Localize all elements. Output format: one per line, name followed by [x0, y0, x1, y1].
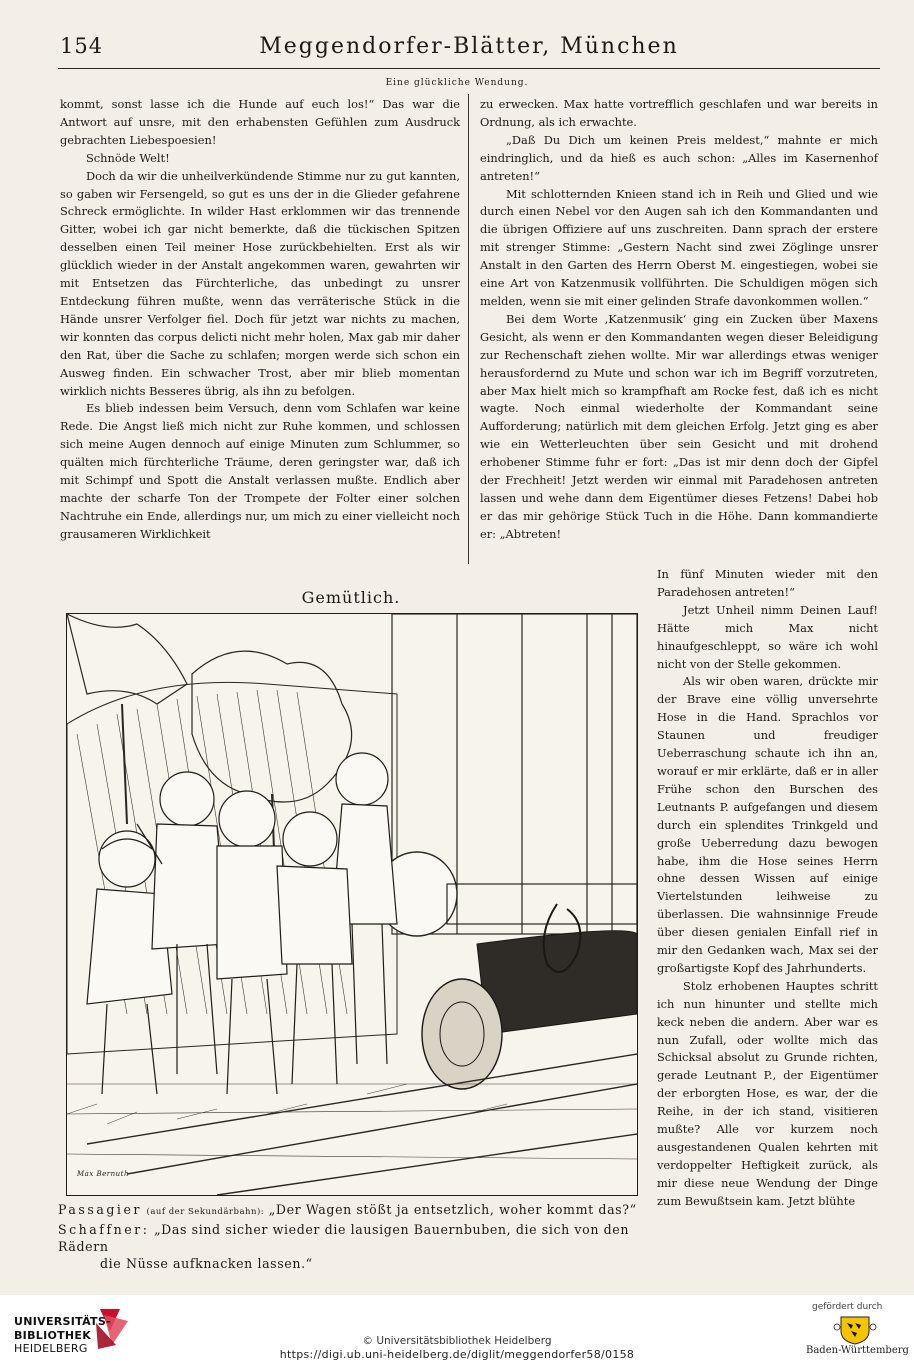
page-header	[58, 28, 880, 69]
library-name-line1: UNIVERSITÄTS-	[14, 1315, 111, 1328]
paragraph: Als wir oben waren, drückte mir der Brave eine völlig unversehrte Hose in die Hand. Sprachlos vor Staunen und freudiger Ueberraschung schaute ich ihn an, worauf er mir erklärte, daß er in aller Frühe schon den Burschen des Leutnants P. aufgefangen und diesem durch ein splendites Trinkgeld und große Ueberredung dazu bewogen habe, ihm die Hose seines Herrn ohne dessen Wissen auf einige Viertelstunden leihweise zu überlassen. Die wahnsinnige Freude über diesen genialen Einfall rief in mir den Gedanken wach, Max sei der großartigste Kopf des Jahrhunderts.	[657, 674, 878, 975]
cartoon-title: Gemütlich.	[301, 588, 401, 607]
story-title: Eine glückliche Wendung.	[385, 78, 529, 88]
speaker-passenger: Passagier	[58, 1202, 142, 1217]
speaker-passenger-note: (auf der Sekundärbahn):	[146, 1207, 265, 1217]
library-name-line3: HEIDELBERG	[14, 1342, 88, 1355]
paragraph: Doch da wir die unheilverkündende Stimme nur zu gut kannten, so gaben wir Fersengeld, so gut es uns der in die Glieder gefahrene Schreck ermöglichte. In wilder Hast erklommen wir das trennende Gitter, wobei ich gar nicht bemerkte, daß die tückischen Spitzen desselben einen Teil meiner Hose zurückbehielten. Erst als wir glücklich wieder in der Anstalt angekommen waren, gewahrten wir mit Entsetzen das Fürchterliche, das unbedingt zu unsrer Entdeckung führen mußte, wenn das verräterische Stück in die Hände unsrer Verfolger fiel. Doch für jetzt war nichts zu machen, wir konnten das corpus delicti nicht mehr holen, Max gab mir daher den Rat, über die Sache zu schlafen; morgen werde sich schon ein Ausweg finden. Ein schwacher Trost, aber mir blieb momentan wirklich nichts Besseres übrig, als ihn zu befolgen.	[60, 168, 460, 398]
sponsor-label: gefördert durch	[812, 1302, 883, 1312]
library-name-line2: BIBLIOTHEK	[14, 1328, 92, 1342]
paragraph: Bei dem Worte ‚Katzenmusik‘ ging ein Zucken über Maxens Gesicht, als wenn er den Kommandanten wegen dieser Beleidigung zur Rechenschaft ziehen wollte. Mir war allerdings etwas weniger herausfordernd zu Mute und schon war ich im Begriff vorzutreten, aber Max hielt mich so krampfhaft am Rocke fest, daß ich es nicht wagte. Noch einmal wiederholte der Kommandant seine Aufforderung; natürlich mit dem gleichen Erfolg. Jetzt ging es aber wie ein Wetterleuchten über sein Gesicht und mit drohend erhobener Stimme fuhr er fort: „Das ist mir denn doch der Gipfel der Frechheit! Jetzt werden wir einmal mit Paradehosen antreten lassen und wehe dann dem Eigentümer dieses Fetzens! Dabei hob er das mir gehörige Stück Tuch in die Höhe. Dann kommandierte er: „Abtreten!	[480, 311, 878, 541]
caption-line-passenger	[58, 1201, 646, 1221]
paragraph: kommt, sonst lasse ich die Hunde auf euch los!“ Das war die Antwort auf unsre, mit den erhabensten Gefühlen zum Ausdruck gebrachten Liebespoesien!	[60, 97, 460, 147]
footer-bar	[0, 1295, 914, 1362]
column-divider	[468, 94, 469, 564]
paragraph: Stolz erhobenen Hauptes schritt ich nun hinunter und stellte mich keck neben die andern. Aber war es nun Zufall, oder wollte mich das Schicksal absolut zu Grunde richten, gerade Leutnant P., der Eigentümer der erborgten Hose, es war, der die Reihe, in der ich stand, visitieren mußte? Alle vor kurzem noch ausgestandenen Qualen kehrten mit verdoppelter Heftigkeit zurück, als mir diese neue Wendung der Dinge zum Bewußtsein kam. Jetzt blühte	[657, 978, 878, 1208]
text-column-right	[480, 96, 878, 544]
caption-line-conductor	[58, 1221, 646, 1255]
paragraph: In fünf Minuten wieder mit den Paradehosen antreten!“	[657, 567, 878, 599]
paragraph: Mit schlotternden Knieen stand ich in Reih und Glied und wie durch einen Nebel vor den Augen sah ich den Kommandanten und die übrigen Offiziere auf uns zuschreiten. Dann sprach der erstere mit strenger Stimme: „Gestern Nacht sind zwei Zöglinge unsrer Anstalt in den Garten des Herrn Oberst M. eingestiegen, wobei sie eine Art von Katzenmusik vollführten. Die Schuldigen mögen sich melden, wenn sie mit einer gelinden Strafe davonkommen wollen.“	[480, 186, 878, 308]
text-column-left	[60, 96, 460, 544]
running-title: Meggendorfer-Blätter, München	[259, 34, 679, 59]
artist-signature: Max Bernuth	[77, 1170, 129, 1178]
paragraph: Jetzt Unheil nimm Deinen Lauf! Hätte mich Max nicht hinaufgeschleppt, so wäre ich wohl nicht von der Stelle gekommen.	[657, 602, 878, 671]
sponsor-name[interactable]: Baden-Württemberg	[806, 1345, 909, 1356]
state-coat-of-arms-icon[interactable]	[833, 1313, 877, 1345]
speaker-conductor: Schaffner:	[58, 1222, 150, 1237]
caption-line-conductor-cont: die Nüsse aufknacken lassen.“	[100, 1256, 313, 1271]
document-url-link[interactable]: https://digi.ub.uni-heidelberg.de/diglit/meggendorfer58/0158	[279, 1348, 635, 1361]
cartoon-illustration	[66, 613, 638, 1196]
speaker-conductor-text: „Das sind sicher wieder die lausigen Bauernbuben, die sich von den Rädern	[58, 1222, 630, 1254]
cartoon-drawing	[67, 614, 637, 1195]
paragraph: zu erwecken. Max hatte vortrefflich geschlafen und war bereits in Ordnung, als ich erwachte.	[480, 97, 878, 129]
paragraph: Schnöde Welt!	[86, 150, 170, 165]
speaker-passenger-text: „Der Wagen stößt ja entsetzlich, woher kommt das?“	[268, 1202, 637, 1217]
page-number: 154	[60, 34, 104, 58]
paragraph: „Daß Du Dich um keinen Preis meldest,“ mahnte er mich eindringlich, und da hieß es auch schon: „Alles im Kasernenhof antreten!“	[480, 132, 878, 183]
paragraph: Es blieb indessen beim Versuch, denn vom Schlafen war keine Rede. Die Angst ließ mich nicht zur Ruhe kommen, und schlossen sich meine Augen dennoch auf einige Minuten zum Schlummer, so quälten mich fürchterliche Träume, deren geringster war, daß ich mit Schimpf und Spott die Anstalt verlassen mußte. Endlich aber machte der scharfe Ton der Trompete der Folter einer solchen Nachtruhe ein Ende, allerdings nur, um mich zu einer vielleicht noch grausameren Wirklichkeit	[60, 401, 460, 541]
text-column-narrow	[657, 566, 878, 1211]
copyright-notice: © Universitätsbibliothek Heidelberg	[362, 1335, 552, 1347]
cartoon-caption	[58, 1201, 646, 1272]
